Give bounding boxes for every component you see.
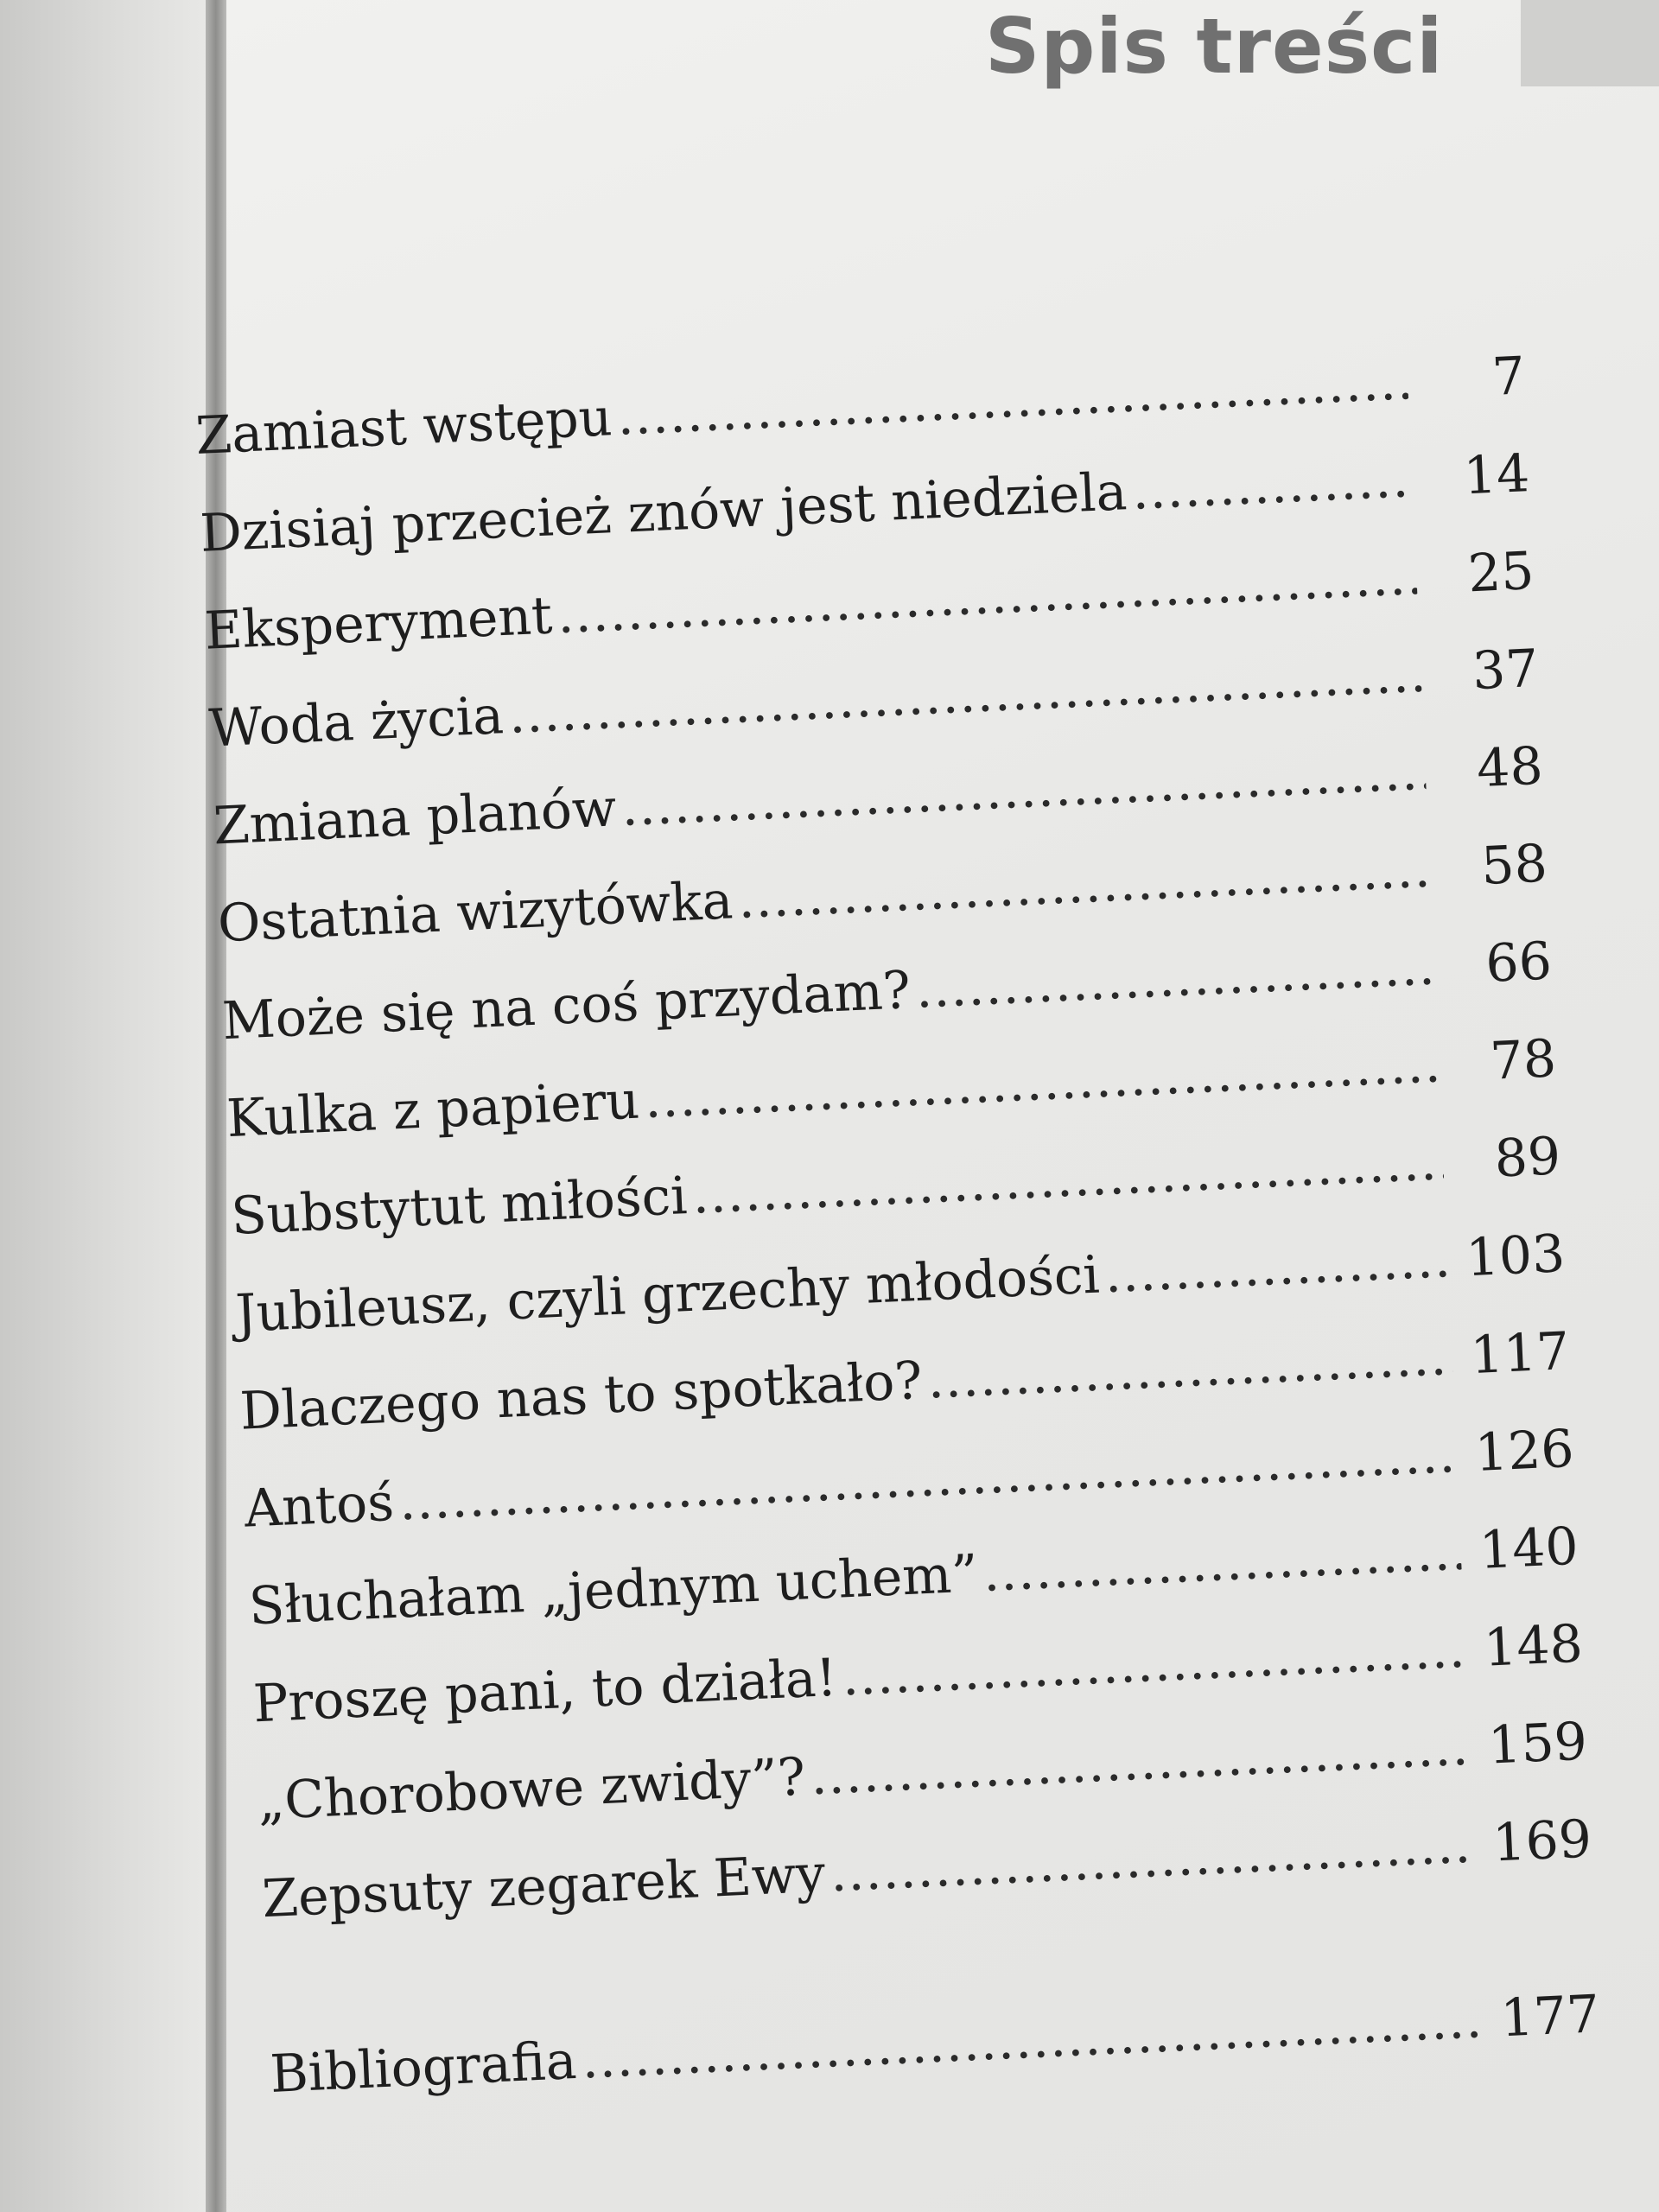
toc-entry-page: 117	[1469, 1320, 1571, 1387]
toc-entry-title: Dzisiaj przecież znów jest niedziela	[199, 461, 1128, 564]
toc-entry-page: 103	[1465, 1224, 1567, 1289]
toc-entry-title: Antoś	[243, 1471, 396, 1540]
toc-entry-title: Dlaczego nas to spotkało?	[238, 1350, 924, 1442]
toc-entry-page: 37	[1471, 638, 1540, 702]
toc-entry-title: Ostatnia wizytówka	[216, 870, 734, 955]
toc-entry-title: Zmiana planów	[212, 778, 618, 857]
toc-entry-page: 140	[1478, 1516, 1580, 1581]
toc-entry-page: 25	[1466, 540, 1535, 605]
toc-entry-page: 58	[1479, 833, 1549, 897]
toc-entry-page: 169	[1491, 1808, 1593, 1874]
toc-entry-title: „Chorobowe zwidy”?	[256, 1746, 807, 1833]
toc-entry-title: Jubileusz, czyli grzechy młodości	[234, 1244, 1102, 1344]
toc-entry-title: Eksperyment	[203, 585, 554, 662]
toc-entry-page: 48	[1475, 735, 1545, 800]
toc-entry-page: 159	[1486, 1711, 1589, 1777]
table-of-contents	[194, 346, 1603, 2142]
page-edge-strip	[1521, 0, 1659, 86]
toc-entry-title: Woda życia	[207, 685, 505, 760]
dot-leader	[1130, 448, 1413, 522]
toc-entry-title: Bibliografia	[269, 2030, 578, 2105]
toc-entry-title: Zamiast wstępu	[194, 387, 613, 467]
toc-entry-title: Proszę pani, to działa!	[251, 1647, 839, 1735]
toc-entry-page: 7	[1491, 346, 1527, 408]
page-title: Spis treści	[985, 2, 1444, 91]
toc-entry-title: Może się na coś przydam?	[220, 960, 912, 1052]
left-page-edge	[0, 0, 216, 2212]
toc-entry-page: 89	[1493, 1126, 1562, 1190]
toc-entry-page: 66	[1484, 931, 1554, 995]
toc-entry-page: 126	[1473, 1418, 1575, 1484]
toc-entry-page: 14	[1462, 443, 1531, 507]
toc-entry-page: 148	[1482, 1613, 1585, 1679]
book-gutter	[206, 0, 228, 2212]
toc-entry-page: 177	[1499, 1984, 1601, 2050]
toc-entry-page: 78	[1489, 1028, 1558, 1092]
toc-entry-title: Kulka z papieru	[225, 1070, 641, 1150]
toc-entry-title: Zepsuty zegarek Ewy	[260, 1843, 827, 1930]
toc-entry-title: Słuchałam „jednym uchem”	[247, 1543, 980, 1637]
toc-entry-title: Substytut miłości	[230, 1166, 689, 1247]
